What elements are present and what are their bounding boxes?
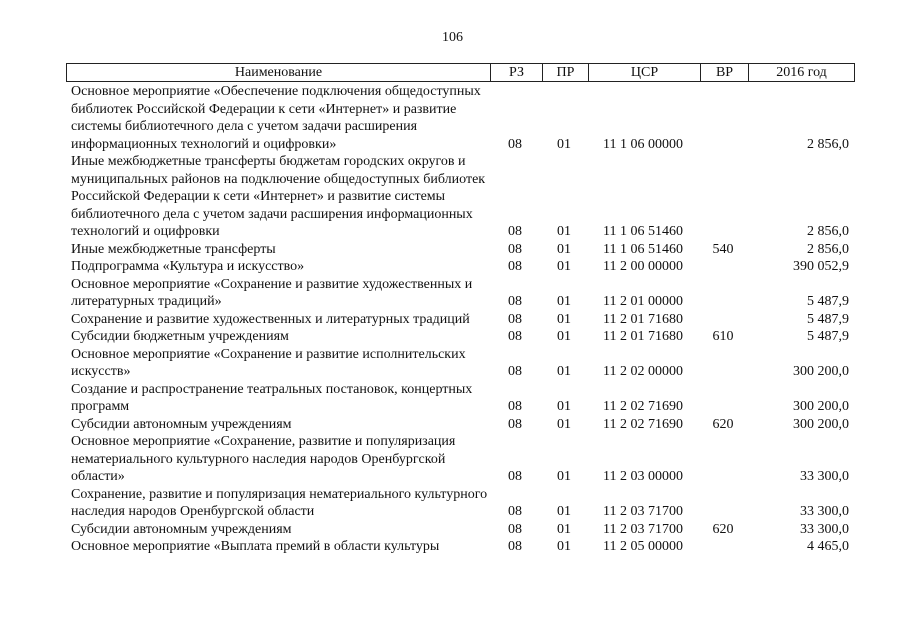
row-rz: 08 (508, 311, 522, 327)
row-pr: 01 (557, 259, 571, 274)
row-csr: 11 1 06 51460 (603, 224, 683, 239)
row-name: Сохранение и развитие художественных и литературных традиций (71, 311, 470, 327)
row-name: Сохранение, развитие и популяризация нематериального культурного наследия народов Оренбургской области (71, 486, 488, 519)
row-amount: 33 300,0 (800, 504, 849, 519)
table-row (66, 433, 855, 486)
row-pr: 01 (557, 241, 571, 257)
row-csr: 11 2 02 00000 (603, 364, 683, 379)
row-rz: 08 (508, 399, 522, 414)
row-amount: 5 487,9 (807, 294, 849, 309)
row-rz: 08 (508, 364, 522, 379)
row-vr: 620 (712, 416, 734, 432)
table-row (66, 83, 855, 153)
table-header (66, 63, 855, 82)
table-row (66, 486, 855, 521)
row-rz: 08 (508, 521, 522, 537)
row-rz: 08 (508, 539, 522, 554)
row-name: Создание и распространение театральных постановок, концертных программ (71, 381, 473, 414)
row-pr: 01 (557, 329, 571, 344)
row-amount: 5 487,9 (807, 311, 849, 327)
table-row (66, 521, 855, 539)
row-pr: 01 (557, 539, 571, 554)
table-body (66, 83, 855, 556)
row-csr: 11 2 01 00000 (603, 294, 683, 309)
row-csr: 11 2 02 71690 (603, 399, 683, 414)
row-name: Иные межбюджетные трансферты бюджетам городских округов и муниципальных районов на подключение общедоступных библиотек Российской Федерации к сети «Интернет» и развитие системы библиотечного дела с учетом задачи расширения информационных технологий и оцифровки (71, 154, 486, 239)
row-name: Подпрограмма «Культура и искусство» (71, 259, 305, 274)
header-year: 2016 год (748, 64, 854, 81)
header-csr: ЦСР (588, 64, 700, 81)
row-rz: 08 (508, 224, 522, 239)
row-pr: 01 (557, 224, 571, 239)
row-csr: 11 1 06 00000 (603, 136, 683, 152)
header-name: Наименование (234, 64, 323, 80)
row-rz: 08 (508, 136, 522, 152)
header-pr: ПР (542, 64, 588, 81)
row-name: Субсидии автономным учреждениям (71, 521, 292, 537)
page-number: 106 (442, 30, 463, 45)
table-row (66, 311, 855, 329)
table-row (66, 416, 855, 434)
row-csr: 11 2 05 00000 (603, 539, 683, 554)
row-amount: 300 200,0 (793, 416, 849, 432)
header-vr: ВР (700, 64, 748, 81)
row-amount: 33 300,0 (800, 469, 849, 484)
row-pr: 01 (557, 521, 571, 537)
row-pr: 01 (557, 294, 571, 309)
table-row (66, 153, 855, 241)
row-pr: 01 (557, 416, 571, 432)
row-name: Основное мероприятие «Сохранение, развитие и популяризация нематериального культурного наследия народов Оренбургской области» (71, 434, 456, 484)
row-pr: 01 (557, 399, 571, 414)
row-name: Субсидии автономным учреждениям (71, 416, 292, 432)
row-name: Субсидии бюджетным учреждениям (71, 329, 289, 344)
row-csr: 11 2 03 71700 (603, 504, 683, 519)
row-csr: 11 2 02 71690 (603, 416, 683, 432)
table-row (66, 328, 855, 346)
row-csr: 11 2 01 71680 (603, 329, 683, 344)
row-amount: 33 300,0 (800, 521, 849, 537)
row-amount: 2 856,0 (807, 136, 849, 152)
row-csr: 11 2 01 71680 (603, 311, 683, 327)
row-pr: 01 (557, 311, 571, 327)
row-name: Иные межбюджетные трансферты (71, 241, 276, 257)
row-amount: 2 856,0 (807, 241, 849, 257)
row-amount: 5 487,9 (807, 329, 849, 344)
row-csr: 11 2 03 00000 (603, 469, 683, 484)
row-vr: 620 (712, 521, 734, 537)
row-amount: 300 200,0 (793, 399, 849, 414)
row-vr: 610 (712, 329, 734, 344)
table-row (66, 241, 855, 259)
row-rz: 08 (508, 294, 522, 309)
table-row (66, 276, 855, 311)
row-amount: 300 200,0 (793, 364, 849, 379)
row-rz: 08 (508, 329, 522, 344)
table-row (66, 381, 855, 416)
row-name: Основное мероприятие «Обеспечение подключения общедоступных библиотек Российской Федерации к сети «Интернет» и развитие системы библиотечного дела с учетом задачи расширения информационных технологий и оцифровки» (71, 84, 481, 152)
row-csr: 11 2 00 00000 (603, 259, 683, 274)
row-pr: 01 (557, 469, 571, 484)
table-row (66, 346, 855, 381)
row-rz: 08 (508, 241, 522, 257)
row-rz: 08 (508, 469, 522, 484)
row-name: Основное мероприятие «Сохранение и развитие художественных и литературных традиций» (71, 276, 473, 309)
row-name: Основное мероприятие «Выплата премий в области культуры (71, 539, 440, 554)
row-amount: 390 052,9 (793, 259, 849, 274)
table-row (66, 258, 855, 276)
row-rz: 08 (508, 504, 522, 519)
row-pr: 01 (557, 504, 571, 519)
header-rz: РЗ (490, 64, 542, 81)
row-pr: 01 (557, 364, 571, 379)
row-csr: 11 2 03 71700 (603, 521, 683, 537)
table-row (66, 538, 855, 556)
row-amount: 4 465,0 (807, 539, 849, 554)
row-amount: 2 856,0 (807, 224, 849, 239)
row-rz: 08 (508, 416, 522, 432)
row-pr: 01 (557, 136, 571, 152)
row-vr: 540 (712, 241, 734, 257)
row-csr: 11 1 06 51460 (603, 241, 683, 257)
row-name: Основное мероприятие «Сохранение и развитие исполнительских искусств» (71, 346, 466, 379)
row-rz: 08 (508, 259, 522, 274)
